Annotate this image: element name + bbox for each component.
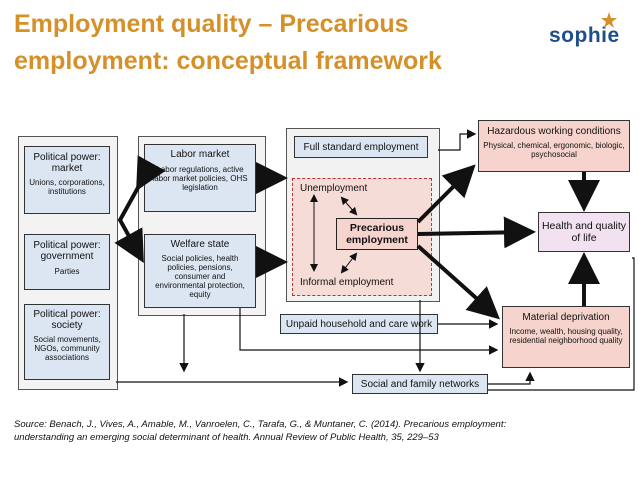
material-deprivation-title: Material deprivation: [522, 312, 610, 323]
sophie-logo: sophie: [549, 24, 620, 47]
political-power-market-title: Political power: market: [33, 152, 101, 174]
informal-precarious-arrow: [342, 254, 356, 272]
unemployment-label: Unemployment: [300, 183, 368, 194]
full-standard-employment-label: Full standard employment: [303, 142, 419, 153]
precarious-employment-label: Precarious employment: [346, 222, 408, 246]
material-deprivation-body: Income, wealth, housing quality, residential neighborhood quality: [509, 327, 623, 345]
political-power-society-title: Political power: society: [33, 309, 101, 331]
social-networks-to-material-arrow: [488, 374, 530, 384]
welfare-to-material-line: [240, 308, 496, 350]
welfare-state-title: Welfare state: [170, 239, 230, 250]
hazardous-working-conditions-title: Hazardous working conditions: [487, 126, 621, 137]
title-line-2: employment: conceptual framework: [14, 47, 442, 75]
source-citation: [14, 418, 629, 444]
welfare-state-body: Social policies, health policies, pensions, consumer and environmental protection, equity: [155, 254, 245, 299]
unpaid-household-care-label: Unpaid household and care work: [285, 319, 433, 330]
political-to-labor-welfare-arrow: [120, 184, 140, 256]
source-line-1: Source: Benach, J., Vives, A., Amable, M., Vanroelen, C., Tarafa, G., & Muntaner, C. (2014). Precarious employment:: [14, 419, 507, 430]
labor-market-title: Labor market: [170, 149, 230, 160]
hazardous-working-conditions-body: Physical, chemical, ergonomic, biologic, psychosocial: [483, 141, 625, 159]
health-quality-of-life-label: Health and quality of life: [541, 220, 627, 244]
labor-market-body: Labor regulations, active labor market policies, OHS legislation: [152, 165, 248, 192]
political-power-market-body: Unions, corporations, institutions: [29, 178, 105, 196]
political-power-society-body: Social movements, NGOs, community associations: [33, 335, 101, 362]
social-networks-to-health-arrow: [488, 258, 634, 390]
precarious-to-hazardous-arrow: [418, 170, 470, 222]
political-power-government-title: Political power: government: [33, 240, 101, 262]
unemployment-precarious-arrow: [342, 198, 356, 214]
employment-to-hazardous-thin-arrow: [438, 134, 474, 150]
social-family-networks-label: Social and family networks: [360, 379, 480, 390]
precarious-to-health-arrow: [418, 232, 528, 234]
title-line-1: Employment quality – Precarious: [14, 10, 409, 38]
source-line-2: understanding an emerging social determinant of health. Annual Review of Public Health, 35, 229–53: [14, 432, 439, 443]
informal-employment-label: Informal employment: [300, 277, 394, 288]
political-power-government-body: Parties: [54, 267, 80, 276]
precarious-to-material-arrow: [418, 246, 494, 314]
